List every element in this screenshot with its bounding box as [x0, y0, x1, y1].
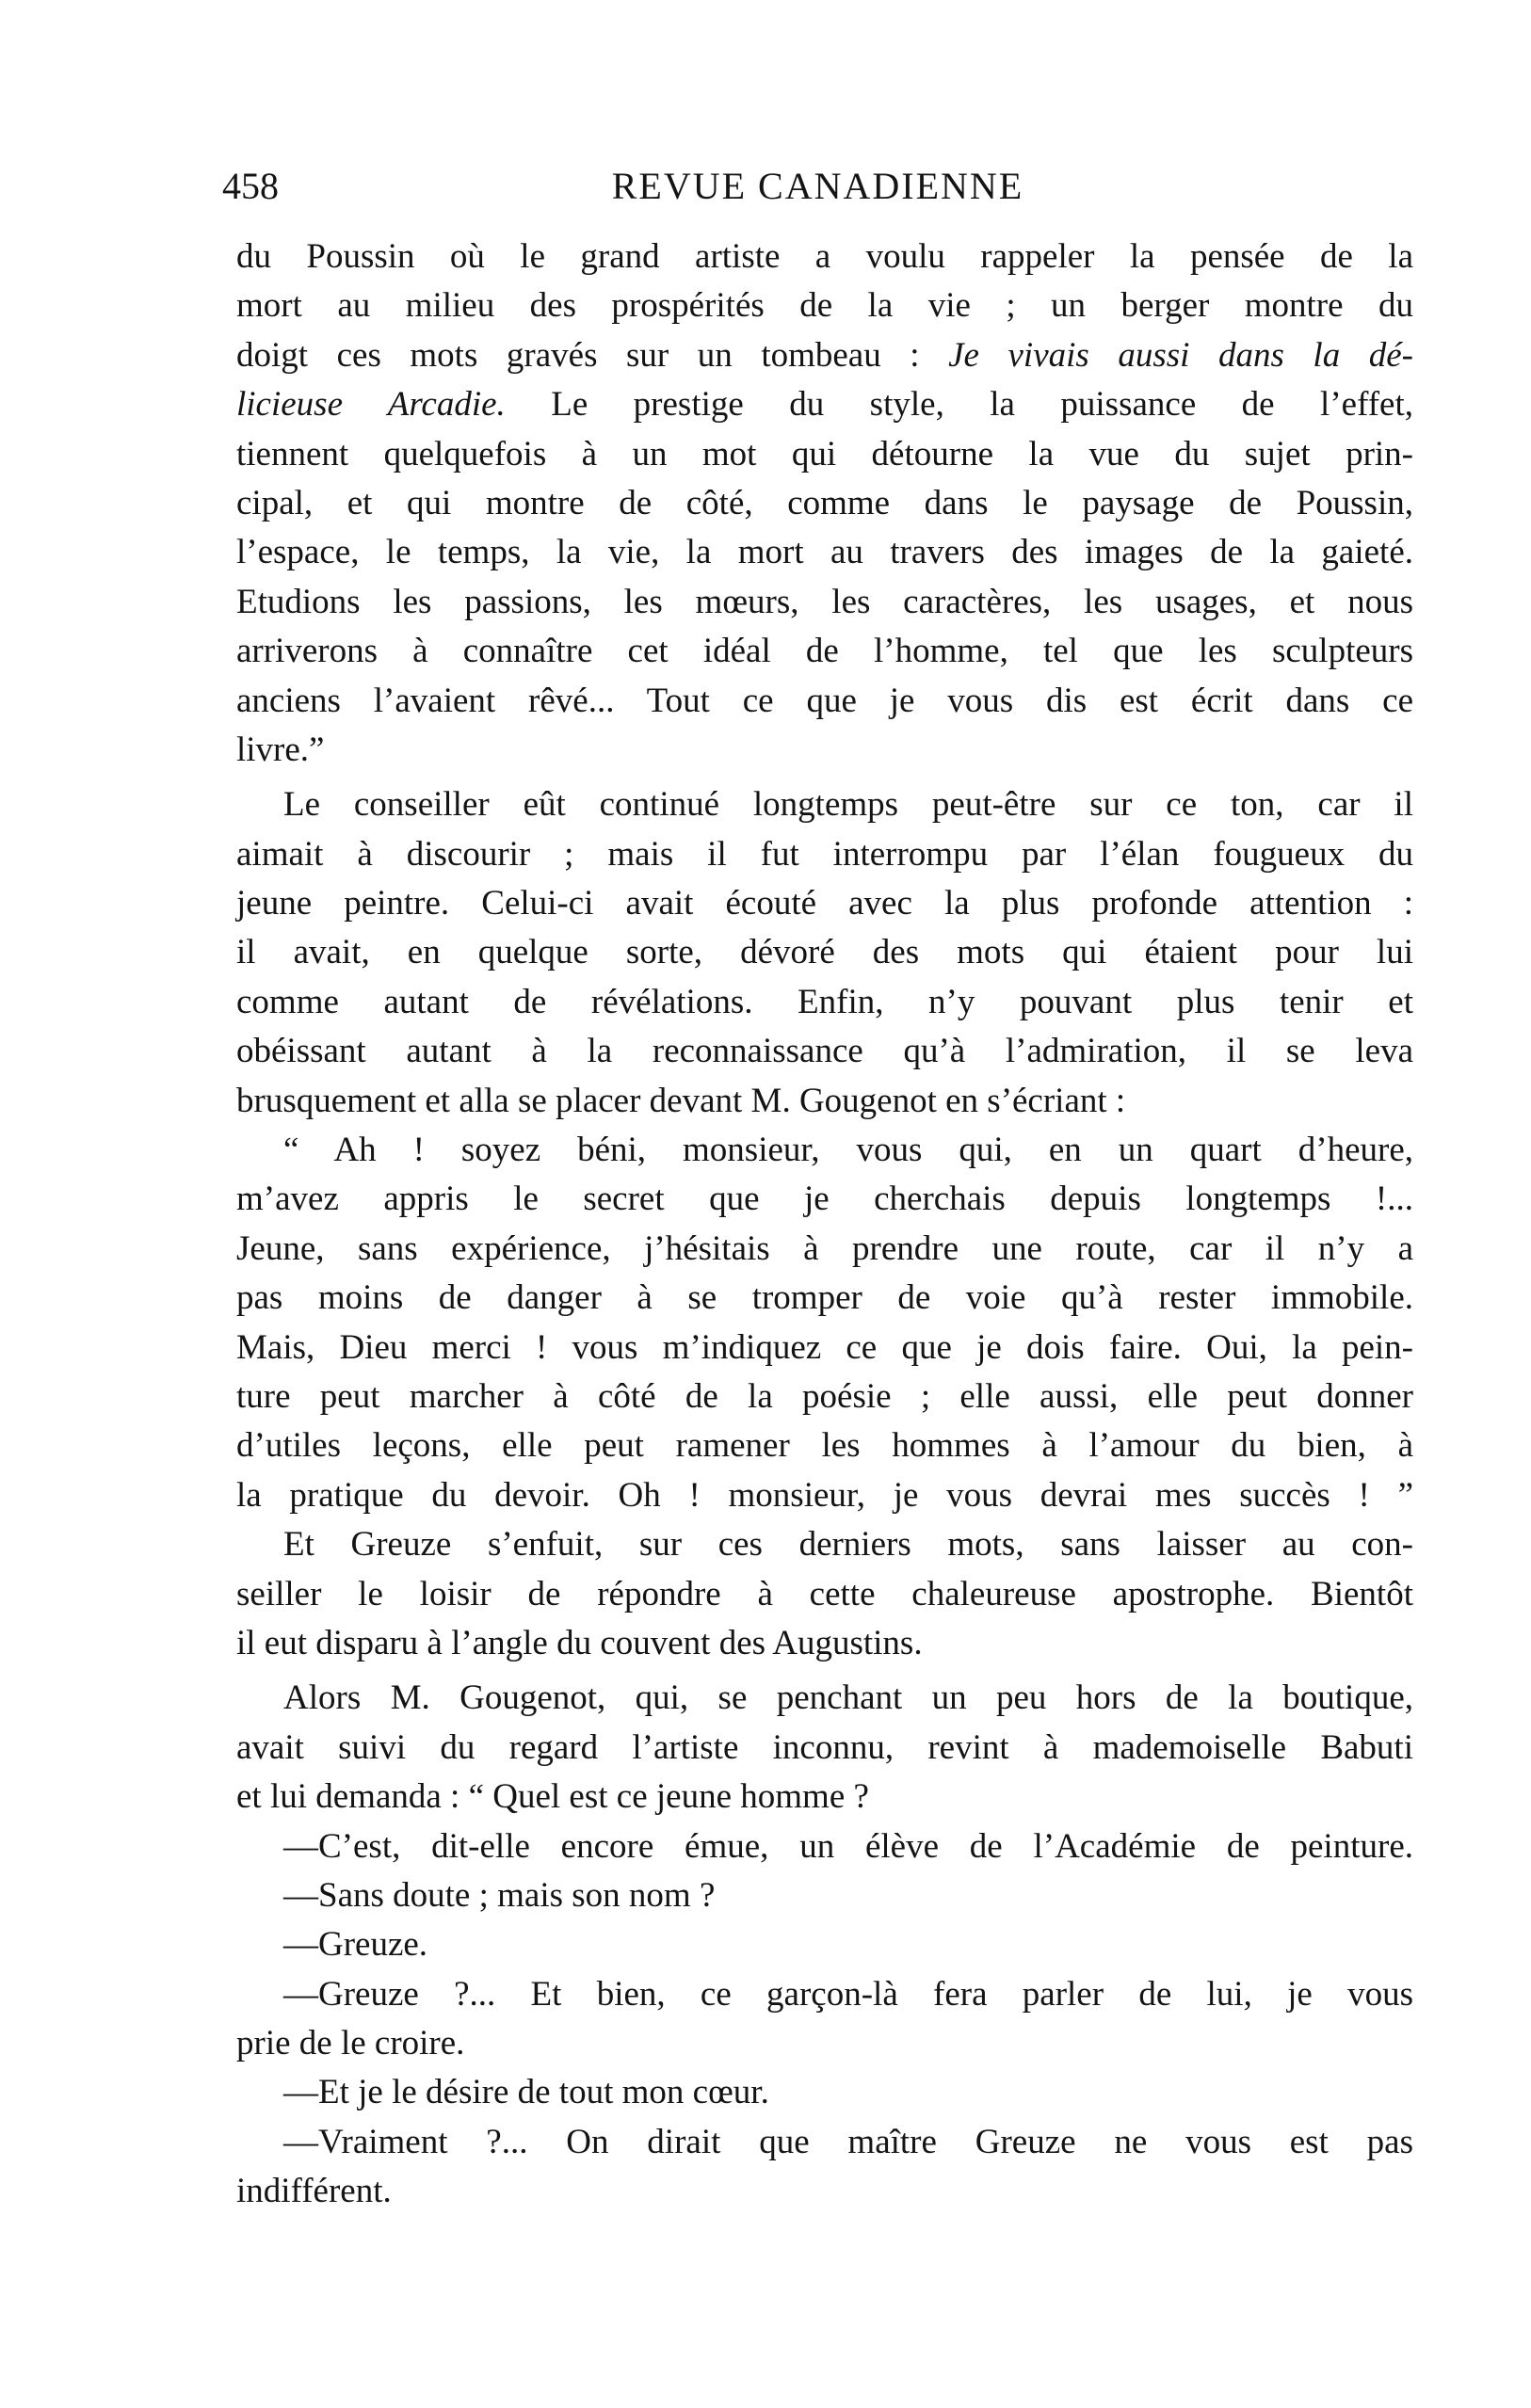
text-line [236, 1773, 1413, 1822]
body-text [236, 233, 1413, 2217]
text-line [236, 879, 1413, 928]
text-line [236, 1471, 1413, 1520]
line-text: seiller le loisir de répondre à cette chaleureuse apostrophe. Bientôt [236, 1574, 1413, 1613]
line-text: tiennent quelquefois à un mot qui détourne la vue du sujet prin- [236, 434, 1413, 474]
line-text: Et Greuze s’enfuit, sur ces derniers mots, sans laisser au con- [283, 1525, 1413, 1565]
line-text: “ Ah ! soyez béni, monsieur, vous qui, en un quart d’heure, [283, 1131, 1413, 1170]
line-text: pas moins de danger à se tromper de voie qu’à rester immobile. [236, 1278, 1413, 1318]
text-line [236, 1822, 1413, 1871]
text-line [236, 479, 1413, 528]
line-text: Alors M. Gougenot, qui, se penchant un peu hors de la boutique, [283, 1678, 1413, 1718]
text-line [236, 528, 1413, 577]
text-line [236, 928, 1413, 977]
line-text: avait suivi du regard l’artiste inconnu, revint à mademoiselle Babuti [236, 1727, 1413, 1767]
line-text: ture peut marcher à côté de la poésie ; elle aussi, elle peut donner [236, 1376, 1413, 1416]
line-text: du Poussin où le grand artiste a voulu rappeler la pensée de la [236, 237, 1413, 276]
line-text: d’utiles leçons, elle peut ramener les hommes à l’amour du bien, à [236, 1426, 1413, 1466]
line-text: —Et je le désire de tout mon cœur. [283, 2073, 769, 2112]
text-line [236, 1373, 1413, 1421]
text-line [236, 331, 1413, 380]
text-line [236, 1274, 1413, 1323]
text-line [236, 1920, 1413, 1969]
line-text: mort au milieu des prospérités de la vie ; un berger montre du [236, 286, 1413, 326]
text-line [236, 726, 1413, 775]
line-text: et lui demanda : “ Quel est ce jeune homme ? [236, 1777, 869, 1817]
line-text: —Greuze. [283, 1925, 428, 1965]
line-text: obéissant autant à la reconnaissance qu’à l’admiration, il se leva [236, 1032, 1413, 1071]
journal-title: REVUE CANADIENNE [611, 165, 1024, 207]
line-text: il eut disparu à l’angle du couvent des Augustins. [236, 1623, 923, 1662]
text-line [236, 1674, 1413, 1723]
text-line [236, 2167, 1413, 2216]
line-text: prie de le croire. [236, 2024, 465, 2063]
line-text: il avait, en quelque sorte, dévoré des mots qui étaient pour lui [236, 933, 1413, 972]
text-line [236, 1724, 1413, 1773]
text-line [236, 2118, 1413, 2167]
line-text: Jeune, sans expérience, j’hésitais à prendre une route, car il n’y a [236, 1228, 1413, 1268]
text-line [236, 233, 1413, 281]
text-line [236, 1570, 1413, 1619]
text-line [236, 1175, 1413, 1224]
text-line [236, 978, 1413, 1027]
line-text: —Sans doute ; mais son nom ? [283, 1875, 716, 1915]
line-text: —Vraiment ?... On dirait que maître Greuze ne vous est pas [283, 2122, 1413, 2161]
text-line [236, 1871, 1413, 1920]
text-line [236, 380, 1413, 429]
line-text: l’espace, le temps, la vie, la mort au travers des images de la gaieté. [236, 533, 1413, 572]
line-text: aimait à discourir ; mais il fut interrompu par l’élan fougueux du [236, 834, 1413, 874]
line-text: brusquement et alla se placer devant M. Gougenot en s’écriant : [236, 1081, 1126, 1120]
line-text: livre.” [236, 730, 325, 769]
page-number: 458 [222, 165, 279, 207]
line-text: doigt ces mots gravés sur un tombeau : [236, 335, 949, 375]
text-line [236, 1421, 1413, 1470]
line-text: Le prestige du style, la puissance de l’effet, [505, 385, 1413, 425]
line-text: cipal, et qui montre de côté, comme dans le paysage de Poussin, [236, 483, 1413, 522]
text-line [236, 1077, 1413, 1126]
text-line [236, 1970, 1413, 2019]
line-text: arriverons à connaître cet idéal de l’homme, tel que les sculpteurs [236, 632, 1413, 671]
text-line [236, 281, 1413, 330]
line-text: anciens l’avaient rêvé... Tout ce que je vous dis est écrit dans ce [236, 681, 1413, 720]
text-line [236, 2068, 1413, 2117]
italic-text: licieuse Arcadie. [236, 385, 506, 425]
text-line [236, 430, 1413, 479]
line-text: m’avez appris le secret que je cherchais depuis longtemps !... [236, 1180, 1413, 1219]
text-line [236, 1027, 1413, 1076]
text-line [236, 2019, 1413, 2068]
running-head [222, 158, 1413, 215]
line-text: —Greuze ?... Et bien, ce garçon-là fera parler de lui, je vous [283, 1974, 1413, 2014]
line-text: Mais, Dieu merci ! vous m’indiquez ce que je dois faire. Oui, la pein- [236, 1327, 1413, 1367]
text-line [236, 627, 1413, 676]
text-line [236, 830, 1413, 879]
italic-text: Je vivais aussi dans la dé- [948, 335, 1413, 375]
text-line [236, 677, 1413, 726]
text-line [236, 1324, 1413, 1373]
line-text: jeune peintre. Celui-ci avait écouté avec la plus profonde attention : [236, 884, 1413, 923]
line-text: —C’est, dit-elle encore émue, un élève de l’Académie de peinture. [283, 1826, 1413, 1866]
text-line [236, 578, 1413, 627]
line-text: comme autant de révélations. Enfin, n’y pouvant plus tenir et [236, 982, 1413, 1021]
text-line [236, 780, 1413, 829]
line-text: la pratique du devoir. Oh ! monsieur, je vous devrai mes succès ! ” [236, 1475, 1413, 1515]
text-line [236, 1126, 1413, 1175]
text-line [236, 1619, 1413, 1668]
line-text: indifférent. [236, 2172, 392, 2211]
text-line [236, 1225, 1413, 1274]
line-text: Le conseiller eût continué longtemps peut-être sur ce ton, car il [283, 785, 1413, 825]
text-line [236, 1520, 1413, 1569]
line-text: Etudions les passions, les mœurs, les caractères, les usages, et nous [236, 582, 1413, 621]
